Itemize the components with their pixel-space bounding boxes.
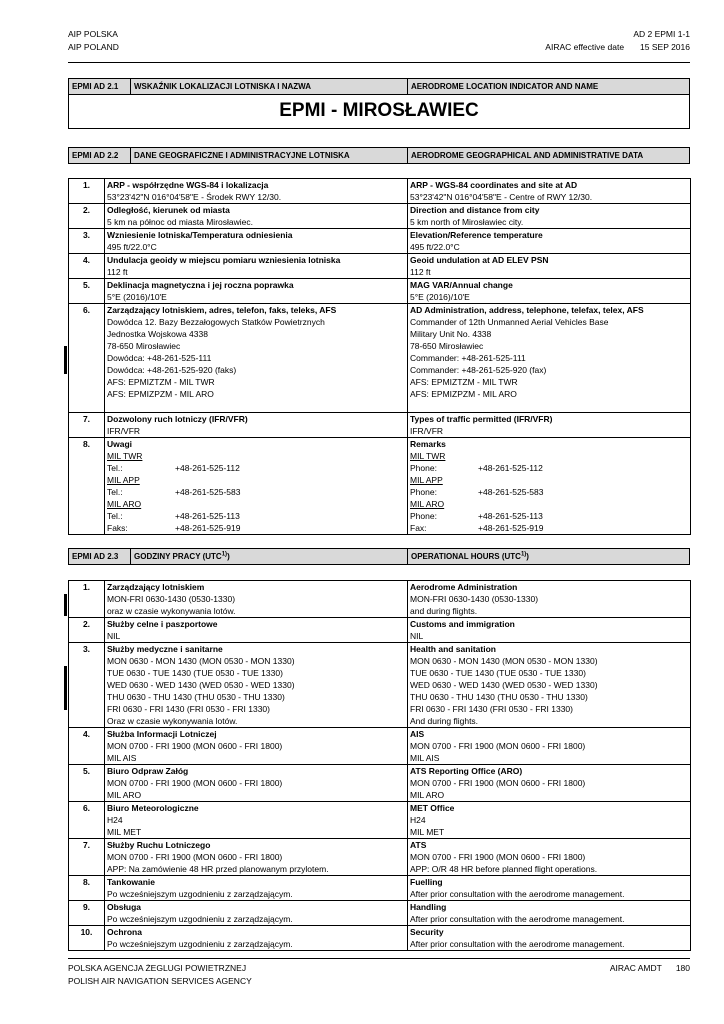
en-item-title: ATS Reporting Office (ARO) [410, 766, 523, 776]
section-code: EPMI AD 2.3 [69, 549, 131, 564]
en-item-line: 495 ft/22.0°C [410, 242, 460, 252]
pl-item-line: APP: Na zamówienie 48 HR przed planowanym przylotem. [107, 864, 329, 874]
row-en-cell [408, 204, 691, 229]
en-item-title: Security [410, 927, 444, 937]
operational-hours-table [68, 580, 691, 951]
en-item-line: MIL AIS [410, 753, 440, 763]
header-aip-polska: AIP POLSKA [68, 29, 118, 39]
en-item-line: 112 ft [410, 267, 431, 277]
en-item-title: Health and sanitation [410, 644, 496, 654]
en-item-line: FRI 0630 - FRI 1430 (FRI 0530 - FRI 1330) [410, 704, 573, 714]
row-en-cell [408, 413, 691, 438]
row-pl-cell [105, 581, 408, 618]
section-title-pl: WSKAŹNIK LOKALIZACJI LOTNISKA I NAZWA [131, 79, 408, 94]
table-row [69, 765, 691, 802]
en-item-title: Types of traffic permitted (IFR/VFR) [410, 414, 553, 424]
pl-item-line: MON 0630 - MON 1430 (MON 0530 - MON 1330) [107, 656, 295, 666]
table-row [69, 901, 691, 926]
pl-item-title: Biuro Meteorologiczne [107, 803, 199, 813]
pl-item-title: Biuro Odpraw Załóg [107, 766, 189, 776]
pl-item-title: Obsługa [107, 902, 142, 912]
row-pl-cell [105, 279, 408, 304]
remarks-phone-line [107, 462, 405, 474]
row-pl-cell [105, 413, 408, 438]
row-pl-cell [105, 802, 408, 839]
row-number: 2. [69, 618, 105, 643]
pl-item-line: WED 0630 - WED 1430 (WED 0530 - WED 1330) [107, 680, 295, 690]
row-number: 3. [69, 229, 105, 254]
en-item-line: AFS: EPMIZPZM - MIL ARO [410, 389, 517, 399]
row-en-cell [408, 254, 691, 279]
pl-item-line: AFS: EPMIZPZM - MIL ARO [107, 389, 214, 399]
remarks-phone-value: +48-261-525-112 [478, 463, 543, 473]
header-aip-poland: AIP POLAND [68, 42, 119, 52]
en-item-line: 5 km north of Mirosławiec city. [410, 217, 524, 227]
row-en-cell [408, 618, 691, 643]
pl-item-line: MON 0700 - FRI 1900 (MON 0600 - FRI 1800) [107, 778, 283, 788]
en-item-line: After prior consultation with the aerodrome management. [410, 889, 625, 899]
en-item-title: Handling [410, 902, 447, 912]
header-page-ref: AD 2 EPMI 1-1 [633, 29, 690, 39]
remarks-unit-name: MIL APP [107, 475, 140, 485]
section-2-3-header [68, 548, 690, 565]
pl-item-title: Wzniesienie lotniska/Temperatura odniesienia [107, 230, 293, 240]
remarks-fax-value: +48-261-525-919 [175, 523, 241, 533]
en-item-line: TUE 0630 - TUE 1430 (TUE 0530 - TUE 1330) [410, 668, 586, 678]
pl-item-line: Dowódca 12. Bazy Bezzałogowych Statków Powietrznych [107, 317, 325, 327]
en-item-line: Commander: +48-261-525-111 [410, 353, 526, 363]
row-number: 10. [69, 926, 105, 951]
pl-item-line: MIL ARO [107, 790, 142, 800]
section-title-en: AERODROME GEOGRAPHICAL AND ADMINISTRATIVE DATA [411, 151, 644, 160]
section-title-pl: GODZINY PRACY (UTC$^{1)}$) [131, 549, 408, 564]
row-en-cell [408, 839, 691, 876]
pl-item-title: Undulacja geoidy w miejscu pomiaru wzniesienia lotniska [107, 255, 341, 265]
remarks-fax-label: Faks: [107, 523, 128, 533]
remarks-phone-value: +48-261-525-113 [478, 511, 543, 521]
en-item-line: 78-650 Mirosławiec [410, 341, 484, 351]
pl-item-line: 5 km na północ od miasta Mirosławiec. [107, 217, 253, 227]
pl-item-title: Tankowanie [107, 877, 156, 887]
pl-item-line: 5°E (2016)/10'E [107, 292, 167, 302]
en-item-line: IFR/VFR [410, 426, 444, 436]
row-number: 3. [69, 643, 105, 728]
row-en-cell [408, 304, 691, 413]
en-item-title: ARP - WGS-84 coordinates and site at AD [410, 180, 578, 190]
section-2-1-header [68, 78, 690, 95]
en-item-line: And during flights. [410, 716, 479, 726]
en-item-line: 53°23'42"N 016°04'58"E - Centre of RWY 12/30. [410, 192, 593, 202]
table-row [69, 581, 691, 618]
table-row [69, 839, 691, 876]
change-bar [64, 346, 67, 374]
remarks-phone-label: Phone: [410, 463, 437, 473]
pl-item-title: Służba Informacji Lotniczej [107, 729, 217, 739]
remarks-unit-name: MIL ARO [410, 499, 445, 509]
row-number: 9. [69, 901, 105, 926]
row-en-cell [408, 901, 691, 926]
row-number: 4. [69, 728, 105, 765]
en-item-line: WED 0630 - WED 1430 (WED 0530 - WED 1330) [410, 680, 598, 690]
en-item-line: Commander: +48-261-525-920 (fax) [410, 365, 547, 375]
footer-rule [68, 958, 690, 959]
en-item-title: Direction and distance from city [410, 205, 540, 215]
pl-item-title: Odległość, kierunek od miasta [107, 205, 230, 215]
remarks-phone-label: Phone: [410, 487, 437, 497]
pl-item-title: Służby medyczne i sanitarne [107, 644, 223, 654]
pl-item-line: MON-FRI 0630-1430 (0530-1330) [107, 594, 236, 604]
pl-item-line: NIL [107, 631, 121, 641]
row-pl-cell [105, 229, 408, 254]
row-en-cell [408, 802, 691, 839]
row-pl-cell [105, 901, 408, 926]
table-row [69, 802, 691, 839]
table-row [69, 204, 691, 229]
table-row [69, 643, 691, 728]
pl-item-line: MON 0700 - FRI 1900 (MON 0600 - FRI 1800) [107, 741, 283, 751]
en-item-title: Customs and immigration [410, 619, 515, 629]
en-item-line: MON-FRI 0630-1430 (0530-1330) [410, 594, 539, 604]
en-item-line [410, 400, 688, 412]
pl-item-line: Po wcześniejszym uzgodnieniu z zarządzającym. [107, 939, 293, 949]
footer-agency-en: POLISH AIR NAVIGATION SERVICES AGENCY [68, 976, 252, 986]
remarks-fax-value: +48-261-525-919 [478, 523, 544, 533]
pl-item-line: FRI 0630 - FRI 1430 (FRI 0530 - FRI 1330) [107, 704, 270, 714]
row-pl-cell [105, 765, 408, 802]
remarks-phone-line [107, 510, 405, 522]
row-number: 1. [69, 179, 105, 204]
pl-item-title: Służby Ruchu Lotniczego [107, 840, 211, 850]
table-row [69, 876, 691, 901]
table-row [69, 254, 691, 279]
en-item-title: Aerodrome Administration [410, 582, 518, 592]
pl-item-title: Deklinacja magnetyczna i jej roczna poprawka [107, 280, 294, 290]
remarks-fax-line [107, 522, 405, 534]
pl-item-title: Dozwolony ruch lotniczy (IFR/VFR) [107, 414, 248, 424]
pl-item-line: H24 [107, 815, 123, 825]
en-item-line: After prior consultation with the aerodrome management. [410, 914, 625, 924]
pl-item-line: 78-650 Mirosławiec [107, 341, 181, 351]
remarks-fax-label: Fax: [410, 523, 427, 533]
row-en-cell [408, 643, 691, 728]
pl-item-line: AFS: EPMIZTZM - MIL TWR [107, 377, 215, 387]
table-row [69, 618, 691, 643]
row-en-cell [408, 581, 691, 618]
remarks-unit-name: MIL TWR [410, 451, 446, 461]
header-effective-date: AIRAC effective date 15 SEP 2016 [545, 42, 690, 52]
en-item-title: MAG VAR/Annual change [410, 280, 513, 290]
section-title-pl: DANE GEOGRAFICZNE I ADMINISTRACYJNE LOTNISKA [131, 148, 408, 163]
remarks-phone-line [410, 510, 688, 522]
table-row [69, 279, 691, 304]
remarks-unit-name: MIL ARO [107, 499, 142, 509]
change-bar [64, 666, 67, 710]
row-en-cell [408, 765, 691, 802]
row-number: 1. [69, 581, 105, 618]
table-row [69, 304, 691, 413]
row-en-cell [408, 876, 691, 901]
en-item-line: AFS: EPMIZTZM - MIL TWR [410, 377, 518, 387]
row-en-cell [408, 179, 691, 204]
row-pl-cell [105, 204, 408, 229]
pl-item-title: ARP - współrzędne WGS-84 i lokalizacja [107, 180, 269, 190]
remarks-phone-value: +48-261-525-583 [175, 487, 241, 497]
row-number: 4. [69, 254, 105, 279]
row-number: 6. [69, 304, 105, 413]
en-item-line: MIL ARO [410, 790, 445, 800]
en-item-title: Elevation/Reference temperature [410, 230, 543, 240]
en-item-title: Fuelling [410, 877, 443, 887]
section-code: EPMI AD 2.2 [69, 148, 131, 163]
pl-item-line: Jednostka Wojskowa 4338 [107, 329, 208, 339]
remarks-phone-label: Phone: [410, 511, 437, 521]
remarks-phone-label: Tel.: [107, 463, 123, 473]
pl-item-line: 112 ft [107, 267, 128, 277]
en-item-title: AIS [410, 729, 425, 739]
en-item-line: Commander of 12th Unmanned Aerial Vehicles Base [410, 317, 609, 327]
remarks-phone-label: Tel.: [107, 487, 123, 497]
pl-item-title: Ochrona [107, 927, 142, 937]
row-en-cell [408, 926, 691, 951]
en-item-line: MIL MET [410, 827, 445, 837]
remarks-unit-name: MIL APP [410, 475, 443, 485]
row-number: 7. [69, 413, 105, 438]
remarks-en-cell [408, 438, 691, 535]
en-item-title: ATS [410, 840, 427, 850]
en-item-title: AD Administration, address, telephone, telefax, telex, AFS [410, 305, 644, 315]
pl-item-line: Dowódca: +48-261-525-111 [107, 353, 212, 363]
en-item-line: MON 0630 - MON 1430 (MON 0530 - MON 1330) [410, 656, 598, 666]
section-title-en: AERODROME LOCATION INDICATOR AND NAME [411, 82, 599, 91]
pl-item-line: TUE 0630 - TUE 1430 (TUE 0530 - TUE 1330) [107, 668, 283, 678]
row-pl-cell [105, 618, 408, 643]
row-number: 7. [69, 839, 105, 876]
remarks-row [69, 438, 691, 535]
header-rule [68, 62, 690, 63]
footer-agency-pl: POLSKA AGENCJA ŻEGLUGI POWIETRZNEJ [68, 963, 247, 973]
row-en-cell [408, 229, 691, 254]
pl-item-line: IFR/VFR [107, 426, 141, 436]
en-item-line: Military Unit No. 4338 [410, 329, 492, 339]
table-row [69, 413, 691, 438]
row-en-cell [408, 728, 691, 765]
remarks-pl-cell [105, 438, 408, 535]
en-item-title: Geoid undulation at AD ELEV PSN [410, 255, 549, 265]
pl-item-title: Zarządzający lotniskiem, adres, telefon, faks, teleks, AFS [107, 305, 337, 315]
pl-item-line: 495 ft/22.0°C [107, 242, 157, 252]
remarks-phone-line [410, 462, 688, 474]
row-pl-cell [105, 179, 408, 204]
table-row [69, 728, 691, 765]
row-en-cell [408, 279, 691, 304]
remarks-fax-line [410, 522, 688, 534]
en-item-line: and during flights. [410, 606, 478, 616]
row-number: 8. [69, 438, 105, 535]
pl-item-line: Po wcześniejszym uzgodnieniu z zarządzającym. [107, 889, 293, 899]
pl-item-title: Zarządzający lotniskiem [107, 582, 205, 592]
row-number: 6. [69, 802, 105, 839]
row-number: 2. [69, 204, 105, 229]
pl-item-line: Dowódca: +48-261-525-920 (faks) [107, 365, 237, 375]
row-pl-cell [105, 643, 408, 728]
en-item-line: MON 0700 - FRI 1900 (MON 0600 - FRI 1800) [410, 741, 586, 751]
pl-item-line: Po wcześniejszym uzgodnieniu z zarządzającym. [107, 914, 293, 924]
row-number: 8. [69, 876, 105, 901]
pl-item-line: MIL AIS [107, 753, 137, 763]
en-remarks-title: Remarks [410, 439, 446, 449]
en-item-line: 5°E (2016)/10'E [410, 292, 470, 302]
section-code: EPMI AD 2.1 [69, 79, 131, 94]
row-pl-cell [105, 839, 408, 876]
pl-item-line: THU 0630 - THU 1430 (THU 0530 - THU 1330) [107, 692, 285, 702]
remarks-phone-line [107, 486, 405, 498]
remarks-phone-line [410, 486, 688, 498]
en-item-line: THU 0630 - THU 1430 (THU 0530 - THU 1330) [410, 692, 588, 702]
footer-amendment: AIRAC AMDT 180 [609, 963, 690, 973]
remarks-phone-value: +48-261-525-113 [175, 511, 240, 521]
remarks-unit-name: MIL TWR [107, 451, 143, 461]
pl-item-line: Oraz w czasie wykonywania lotów. [107, 716, 238, 726]
pl-item-line: 53°23'42"N 016°04'58"E - Środek RWY 12/30. [107, 192, 282, 202]
table-row [69, 926, 691, 951]
en-item-line: MON 0700 - FRI 1900 (MON 0600 - FRI 1800) [410, 778, 586, 788]
row-pl-cell [105, 876, 408, 901]
en-item-line: APP: O/R 48 HR before planned flight operations. [410, 864, 598, 874]
change-bar [64, 594, 67, 616]
row-number: 5. [69, 279, 105, 304]
remarks-phone-value: +48-261-525-583 [478, 487, 544, 497]
pl-item-line: oraz w czasie wykonywania lotów. [107, 606, 236, 616]
row-number: 5. [69, 765, 105, 802]
row-pl-cell [105, 926, 408, 951]
remarks-phone-value: +48-261-525-112 [175, 463, 240, 473]
en-item-line: NIL [410, 631, 424, 641]
pl-item-line [107, 400, 405, 412]
pl-item-title: Służby celne i paszportowe [107, 619, 218, 629]
en-item-title: MET Office [410, 803, 455, 813]
en-item-line: MON 0700 - FRI 1900 (MON 0600 - FRI 1800) [410, 852, 586, 862]
row-pl-cell [105, 728, 408, 765]
en-item-line: After prior consultation with the aerodrome management. [410, 939, 625, 949]
row-pl-cell [105, 304, 408, 413]
table-row [69, 229, 691, 254]
page-header-left [68, 28, 119, 54]
en-item-line: H24 [410, 815, 426, 825]
page-footer-left [68, 962, 252, 988]
row-pl-cell [105, 254, 408, 279]
table-row [69, 179, 691, 204]
pl-item-line: MON 0700 - FRI 1900 (MON 0600 - FRI 1800) [107, 852, 283, 862]
aerodrome-title: EPMI - MIROSŁAWIEC [68, 95, 690, 129]
remarks-phone-label: Tel.: [107, 511, 123, 521]
section-2-2-header [68, 147, 690, 164]
section-title-en: OPERATIONAL HOURS (UTC$^{1)}$) [411, 551, 529, 561]
pl-remarks-title: Uwagi [107, 439, 133, 449]
page-header-right [545, 28, 690, 54]
geographical-data-table [68, 178, 691, 535]
pl-item-line: MIL MET [107, 827, 142, 837]
